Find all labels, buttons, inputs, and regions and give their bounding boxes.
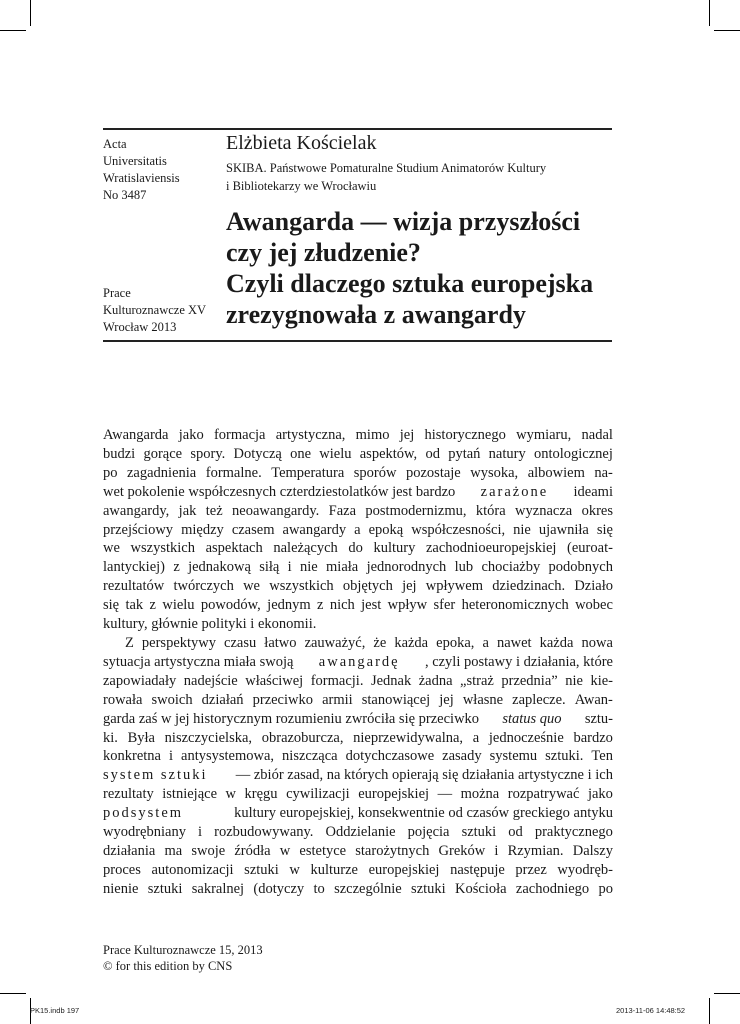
subtitle-line: zrezygnowała z awangardy — [226, 300, 526, 329]
title-line: Awangarda — wizja przyszłości — [226, 207, 581, 236]
crop-mark — [30, 0, 31, 26]
text-line: we wszystkich aspektach należących do kultury zachodnioeuropejskiej (euroat- — [103, 540, 613, 557]
series-number: No 3487 — [103, 188, 147, 202]
text-line: po zagadnienia formalne. Temperatura sporów pozostaje wysoka, albowiem na- — [103, 464, 613, 481]
volume-line: Prace — [103, 286, 131, 300]
article-body — [103, 426, 613, 899]
text-run: , czyli postawy i działania, które — [424, 653, 613, 670]
spaced-term: zarażone — [480, 483, 549, 500]
series-line: Wratislaviensis — [103, 171, 180, 185]
crop-mark — [714, 993, 740, 994]
text-run: wet pokolenie współczesnych czterdziestolatków jest bardzo — [103, 483, 456, 500]
series-line: Universitatis — [103, 154, 167, 168]
crop-mark — [709, 998, 710, 1024]
affiliation-line: i Bibliotekarzy we Wrocławiu — [226, 178, 377, 193]
author-name: Elżbieta Kościelak — [226, 132, 377, 154]
crop-mark — [0, 30, 26, 31]
text-run: garda zaś w jej historycznym rozumieniu zwróciła się przeciwko — [103, 710, 480, 727]
footer-copyright: © for this edition by CNS — [103, 959, 233, 973]
spaced-term: podsystem — [103, 805, 184, 822]
page-footer — [103, 942, 263, 974]
crop-mark — [0, 993, 26, 994]
text-line: proces autonomizacji sztuki w kulturze europejskiej następuje przez wyodręb- — [103, 861, 613, 878]
header-rule-top — [103, 128, 612, 130]
subtitle-line: Czyli dlaczego sztuka europejska — [226, 269, 594, 298]
text-line: rezultaty istniejące w kręgu cywilizacji europejskiej — można rozpatrywać jako — [103, 786, 613, 803]
text-line: lantyckiej) z jednakową siłą i nie miała jednorodnych lub chociażby podobnych — [103, 559, 613, 576]
footer-journal: Prace Kulturoznawcze 15, 2013 — [103, 943, 263, 957]
text-line — [103, 710, 613, 729]
text-line: awangardy, jak też neoawangardy. Faza postmodernizmu, która wyznacza okres — [103, 502, 613, 519]
text-line: rezultatów twórczych we wszystkich objętych jej wpływem dziedzinach. Działo — [103, 578, 613, 595]
text-run: ideami — [573, 483, 613, 500]
text-line — [103, 766, 613, 785]
text-line: kultury, głównie polityki i ekonomii. — [103, 616, 317, 633]
text-line: konkretna i antysystemowa, niszcząca dotychczasowe zasady systemu sztuki. Ten — [103, 748, 613, 765]
author-affiliation — [226, 160, 546, 195]
volume-line: Kulturoznawcze XV — [103, 303, 207, 317]
text-line — [103, 483, 613, 502]
journal-series — [103, 136, 180, 204]
print-slug-timestamp: 2013-11-06 14:48:52 — [616, 1006, 686, 1015]
paragraph-2 — [103, 634, 613, 899]
text-run: sytuacja artystyczna miała swoją — [103, 653, 294, 670]
text-line: działania ma swoje źródła w estetyce starożytnych Greków i Rzymian. Dalszy — [103, 842, 613, 859]
text-line: ki. Była niszczycielska, obrazoburcza, nieprzewidywalna, a jednocześnie bardzo — [103, 729, 613, 746]
text-line: nienie sztuki sakralnej (dotyczy to szczególnie sztuki Kościoła zachodniego po — [103, 880, 613, 897]
italic-term: status quo — [502, 710, 562, 727]
journal-volume — [103, 285, 206, 336]
crop-mark — [709, 0, 710, 26]
series-line: Acta — [103, 137, 127, 151]
text-run: sztu- — [584, 710, 613, 727]
text-line: Z perspektywy czasu łatwo zauważyć, że każda epoka, a nawet każda nowa — [125, 634, 613, 651]
spaced-term: system sztuki — [103, 767, 208, 784]
text-line — [103, 804, 613, 823]
text-line: budzi gorące spory. Dotyczą one wielu aspektów, od pytań natury ontologicznej — [103, 445, 613, 462]
text-line: zapowiadały nadejście właściwej formacji. Jednak żadna „straż przednia” nie kie- — [103, 672, 613, 689]
text-line — [103, 653, 613, 672]
text-line: wyodrębniany i rozbudowywany. Oddzielanie pojęcia sztuki od praktycznego — [103, 824, 613, 841]
print-slug-file: PK15.indb 197 — [30, 1006, 80, 1015]
text-line: rowała swoich działań przeciwko armii stanowiącej jej własne zaplecze. Awan- — [103, 691, 613, 708]
article-title — [226, 206, 593, 330]
crop-mark — [714, 30, 740, 31]
header-rule-bottom — [103, 340, 612, 342]
paragraph-1 — [103, 426, 613, 634]
title-line: czy jej złudzenie? — [226, 238, 421, 267]
text-line: się tak z wielu powodów, jednym z nich jest wpływ sfer heteronomicznych wobec — [103, 597, 613, 614]
spaced-term: awangardę — [318, 653, 400, 670]
text-run: — zbiór zasad, na których opierają się działania artystyczne i ich — [235, 767, 613, 784]
volume-place-year: Wrocław 2013 — [103, 320, 177, 334]
affiliation-line: SKIBA. Państwowe Pomaturalne Studium Animatorów Kultury — [226, 161, 547, 175]
text-line: przejściowy między czasem awangardy a epoką współczesności, nie ujawniła się — [103, 521, 613, 538]
text-line: Awangarda jako formacja artystyczna, mimo jej historycznego wymiaru, nadal — [103, 427, 613, 443]
text-run: kultury europejskiej, konsekwentnie od czasów greckiego antyku — [234, 805, 613, 822]
